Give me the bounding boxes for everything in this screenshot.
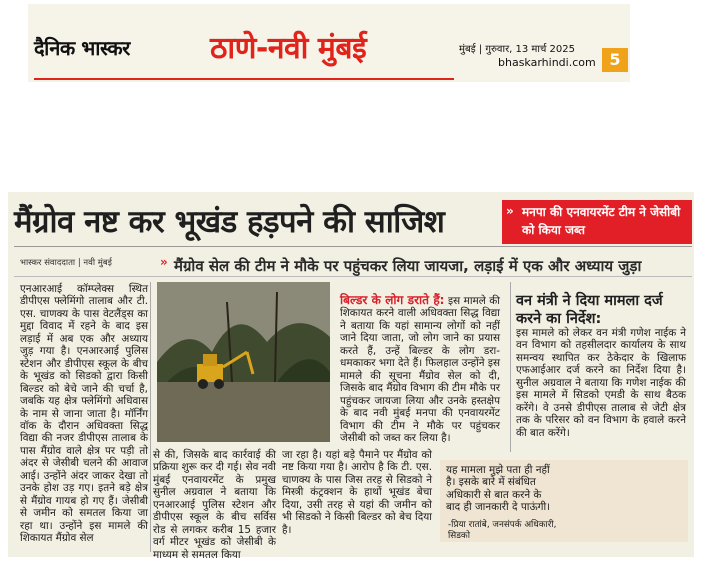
- body-column-3: जा रहा है। यहां बड़े पैमाने पर मैंग्रोव को नष्ट किया गया है। आरोप है कि टी. एस. चाणक्य के पास जिस तरह से सिडको ने मिस्त्री कंट्रक्शन के हाथों भूखंड बेचा दिया, उसी तरह से यहां की जमीन को भी सिडको ने किसी बिल्डर को बेच दिया है।: [282, 449, 432, 536]
- double-chevron-right-icon: »: [506, 204, 514, 218]
- divider: [14, 276, 692, 277]
- dateline: मुंबई | गुरुवार, 13 मार्च 2025: [459, 44, 575, 55]
- column-divider: [510, 282, 511, 452]
- official-photo: [566, 462, 688, 540]
- quote-text: यह मामला मुझे पता ही नहीं है। इसके बारे में संबंधित अधिकारी से बात करने के बाद ही जानकारी दे पाऊंगी।: [446, 464, 551, 514]
- byline: भास्कर संवाददाता | नवी मुंबई: [20, 258, 112, 268]
- body-column-2: से की, जिसके बाद कार्रवाई की प्रक्रिया शुरू कर दी गई। सेव नवी मुंबई एनवायरमेंट के प्रमुख सुनील अग्रवाल ने बताया कि एनआरआई पुलिस स्टेशन और डीपीएस स्कूल के बीच सर्विस रोड से लगकर करीब 15 हजार वर्ग मीटर भूखंड को जेसीबी के माध्यम से समतल किया: [153, 449, 276, 561]
- portrait-placeholder: [566, 462, 688, 540]
- middle-body: इस मामले की शिकायत करने वाली अधिवक्ता सिद्ध विद्या ने बताया कि यहां सामान्य लोगों को नहीं जाने दिया जाता, जो लोग जाने का प्रयास करते हैं, उन्हें बिल्डर के लोग डरा-धमकाकर भगा देते हैं। फिलहाल उन्होंने इस मामले की सूचना मैंग्रोव सेल को दी, जिसके बाद मैंग्रोव विभाग की टीम मौके पर पहुंचकर जायजा लिया और उनके हस्तक्षेप के बाद नवी मुंबई मनपा की एनवायरमेंट विभाग की टीम ने मौके पर पहुंचकर जेसीबी को जब्त कर लिया है।: [340, 295, 500, 444]
- website: bhaskarhindi.com: [498, 56, 596, 69]
- right-body: इस मामले को लेकर वन मंत्री गणेश नाईक ने वन विभाग को तहसीलदार कार्यालय के साथ समन्वय स्थापित कर ठेकेदार के खिलाफ एफआईआर दर्ज करने का निर्देश दिया है। सुनील अग्रवाल ने बताया कि गणेश नाईक की इस मामले में सिडको एमडी के साथ बैठक करेंगे। वे उनसे डीपीएस तालाब से जेटी क्षेत्र तक के परिसर को वन विभाग के हवाले करने की बात करेंगे।: [516, 327, 686, 439]
- double-chevron-right-icon: »: [160, 255, 168, 269]
- divider: [14, 246, 692, 247]
- photo-illustration: [157, 282, 330, 442]
- page-number: 5: [602, 48, 628, 72]
- column-divider: [150, 282, 151, 552]
- quote-source: -प्रिया रातांबे, जनसंपर्क अधिकारी, सिडको: [448, 520, 557, 541]
- subheadline: [174, 256, 641, 276]
- middle-section: [340, 294, 500, 444]
- right-subhead: वन मंत्री ने दिया मामला दर्ज करने का निर्देश:: [516, 293, 663, 327]
- edition-title: ठाणे-नवी मुंबई: [210, 31, 367, 66]
- side-headline: मनपा की एनवायरमेंट टीम ने जेसीबी को किया जब्त: [522, 205, 681, 237]
- headline: मैंग्रोव नष्ट कर भूखंड हड़पने की साजिश: [14, 204, 445, 240]
- subheadline-text: मैंग्रोव सेल की टीम ने मौके पर पहुंचकर लिया जायजा, लड़ाई में एक और अध्याय जुड़ा: [174, 257, 642, 275]
- middle-subhead: बिल्डर के लोग डराते हैं:: [340, 293, 445, 307]
- masthead-rule: [34, 78, 454, 80]
- news-photo-jcb: [157, 282, 330, 442]
- brand-logo: दैनिक भास्कर: [34, 36, 130, 60]
- body-column-1: एनआरआई कॉम्प्लेक्स स्थित डीपीएस फ्लेमिंगो तालाब और टी. एस. चाणक्य के पास वेटलैंड्स का मुद्दा विवाद में रहने के बाद इस लड़ाई में अब एक और अध्याय जुड़ गया है। एनआरआई पुलिस स्टेशन और डीपीएस स्कूल के बीच के भूखंड को सिडको द्वारा किसी बिल्डर को बेचे जाने की चर्चा है, जबकि यह क्षेत्र फ्लेमिंगो अधिवास के नाम से जाना जाता है। मॉर्निंग वॉक के दौरान अधिवक्ता सिद्ध विद्या की नजर डीपीएस तालाब के पास मैंग्रोव वाले क्षेत्र पर पड़ी तो अंदर से जेसीबी चलने की आवाज आई। उन्होंने अंदर जाकर देखा तो उनके होश उड़ गए। इतने बड़े क्षेत्र से मैंग्रोव गायब हो गए हैं। जेसीबी से जमीन को समतल किया जा रहा था। उन्होंने इस मामले की शिकायत मैंग्रोव सेल: [20, 283, 148, 545]
